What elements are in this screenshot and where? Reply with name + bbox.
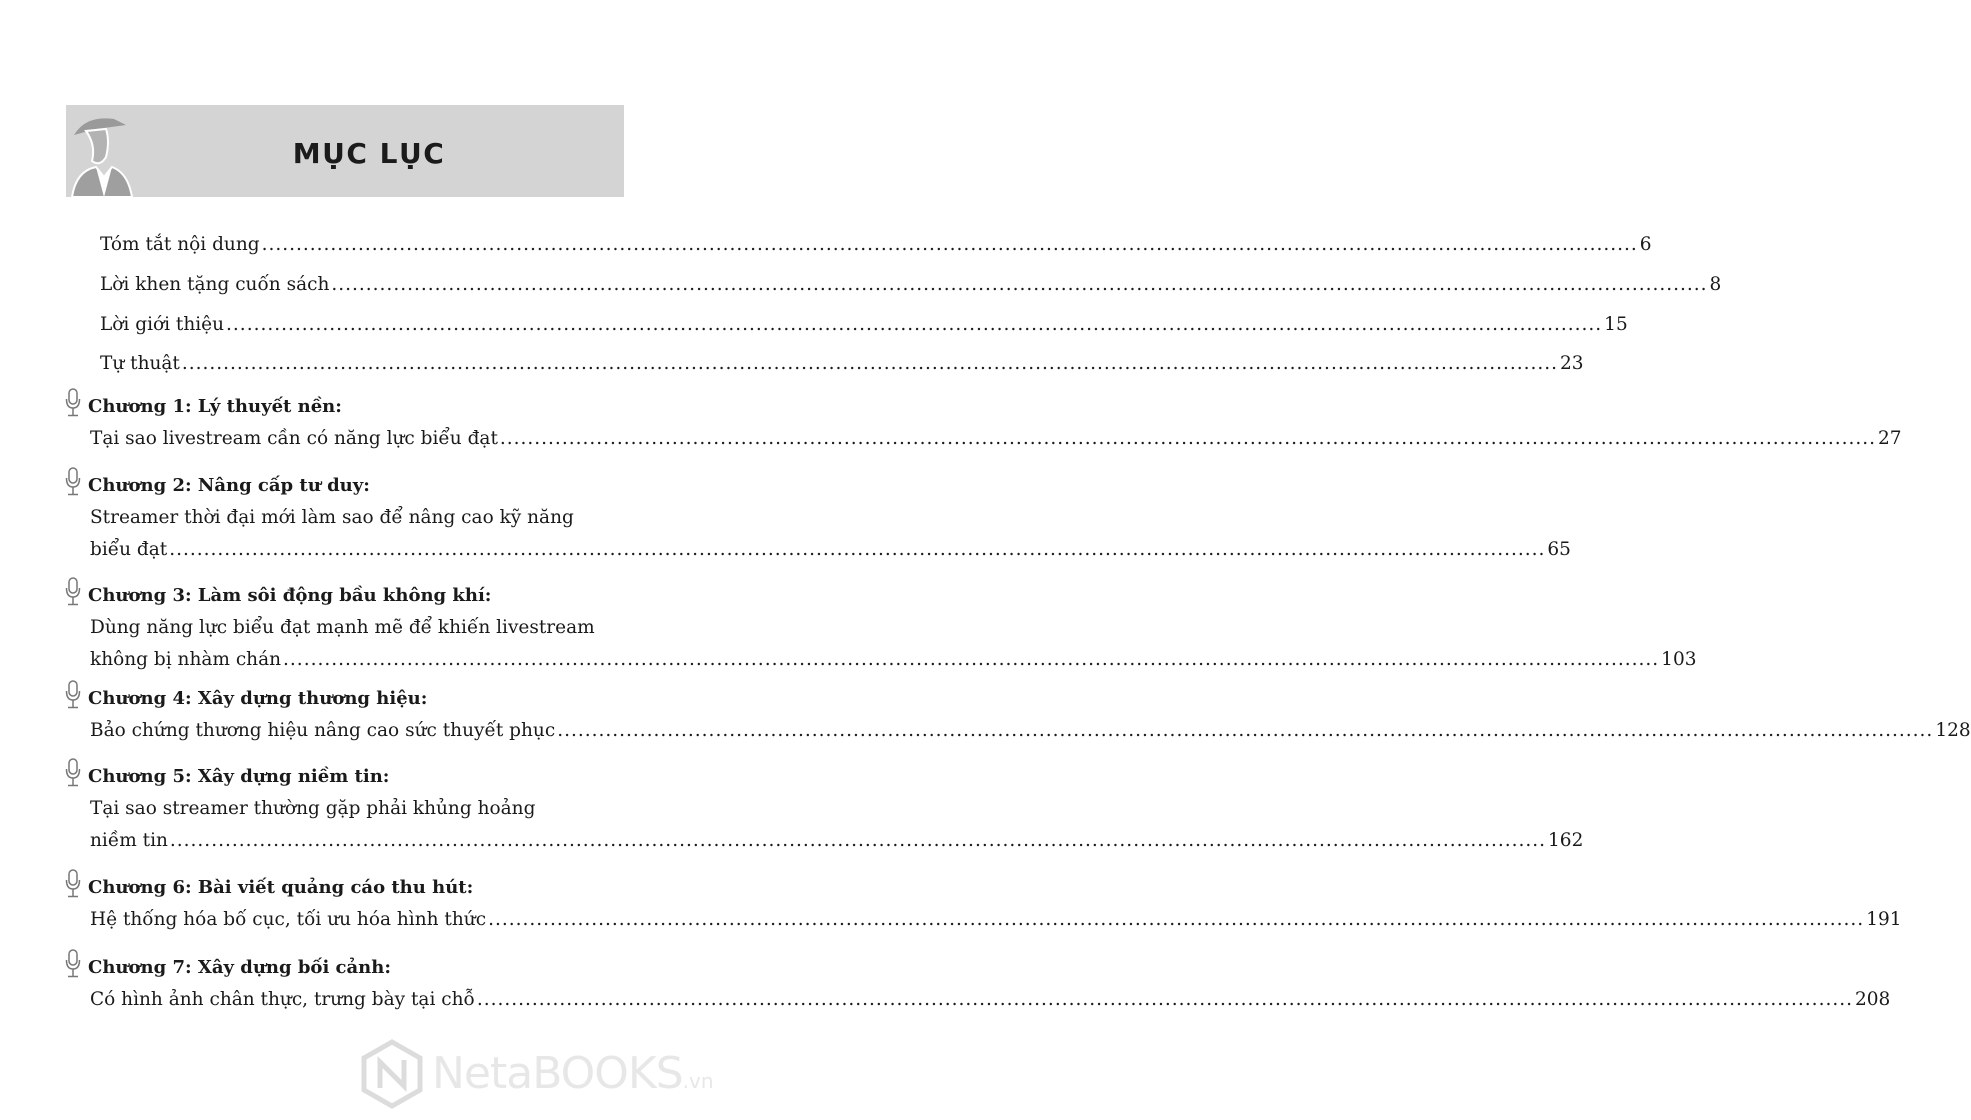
microphone-icon (64, 388, 82, 418)
chapter-subtitle-line: Streamer thời đại mới làm sao để nâng cao kỹ năng (90, 507, 574, 528)
dot-leader (500, 430, 1876, 449)
chapter-entry (90, 428, 1902, 449)
netabooks-logo-icon (360, 1040, 424, 1108)
chapter-entry (90, 649, 1697, 670)
netabooks-watermark (360, 1040, 714, 1110)
dot-leader (170, 832, 1546, 851)
page-number: 162 (1548, 830, 1584, 851)
dot-leader (488, 911, 1864, 930)
chapter-subtitle-line: Dùng năng lực biểu đạt mạnh mẽ để khiến livestream (90, 617, 595, 638)
chapter-subtitle-line: Tại sao streamer thường gặp phải khủng hoảng (90, 798, 536, 819)
microphone-icon (64, 949, 82, 979)
toc-entry (100, 234, 1652, 255)
entry-text: không bị nhàm chán (90, 649, 282, 670)
chapter-entry (90, 720, 1971, 741)
chapter-entry (90, 989, 1891, 1010)
toc-entry (100, 314, 1628, 335)
entry-text: Bảo chứng thương hiệu nâng cao sức thuyết phục (90, 720, 556, 741)
chapter-title: Chương 6: Bài viết quảng cáo thu hút: (88, 877, 474, 898)
page-number: 191 (1866, 909, 1902, 930)
dot-leader (169, 541, 1545, 560)
entry-text: niềm tin (90, 830, 168, 851)
entry-text: Có hình ảnh chân thực, trưng bày tại chỗ (90, 989, 475, 1010)
microphone-icon (64, 758, 82, 788)
watermark-brand: NetaBOOKS (432, 1048, 683, 1099)
dot-leader (226, 316, 1602, 335)
watermark-text (432, 1048, 714, 1099)
toc-entry (100, 274, 1722, 295)
dot-leader (182, 355, 1558, 374)
watermark-suffix: .vn (682, 1069, 714, 1093)
page-number: 27 (1878, 428, 1902, 449)
toc-entry (100, 353, 1584, 374)
chapter-entry (90, 539, 1571, 560)
chapter-title: Chương 2: Nâng cấp tư duy: (88, 475, 370, 496)
dot-leader (477, 991, 1853, 1010)
chapter-title: Chương 3: Làm sôi động bầu không khí: (88, 585, 492, 606)
entry-text: biểu đạt (90, 539, 168, 560)
page-number: 128 (1935, 720, 1971, 741)
page-number: 103 (1661, 649, 1697, 670)
dot-leader (262, 236, 1638, 255)
microphone-icon (64, 467, 82, 497)
toc-header (66, 105, 624, 197)
chapter-title: Chương 5: Xây dựng niềm tin: (88, 766, 390, 787)
page-title: MỤC LỤC (292, 137, 446, 170)
entry-text: Tại sao livestream cần có năng lực biểu đạt (90, 428, 498, 449)
chapter-entry (90, 830, 1584, 851)
page-number: 8 (1709, 274, 1722, 295)
chapter-title: Chương 1: Lý thuyết nền: (88, 396, 342, 417)
chapter-title: Chương 4: Xây dựng thương hiệu: (88, 688, 428, 709)
page-number: 23 (1560, 353, 1584, 374)
dot-leader (557, 722, 1933, 741)
microphone-icon (64, 577, 82, 607)
microphone-icon (64, 869, 82, 899)
entry-text: Tóm tắt nội dung (100, 234, 260, 255)
entry-text: Tự thuật (100, 353, 180, 374)
chapter-entry (90, 909, 1902, 930)
page-number: 15 (1604, 314, 1628, 335)
chapter-title: Chương 7: Xây dựng bối cảnh: (88, 957, 391, 978)
page-number: 65 (1547, 539, 1571, 560)
entry-text: Lời khen tặng cuốn sách (100, 274, 330, 295)
dot-leader (283, 651, 1659, 670)
entry-text: Lời giới thiệu (100, 314, 225, 335)
dot-leader (331, 276, 1707, 295)
page-number: 208 (1854, 989, 1891, 1010)
page-number: 6 (1639, 234, 1652, 255)
microphone-icon (64, 680, 82, 710)
entry-text: Hệ thống hóa bố cục, tối ưu hóa hình thức (90, 909, 487, 930)
